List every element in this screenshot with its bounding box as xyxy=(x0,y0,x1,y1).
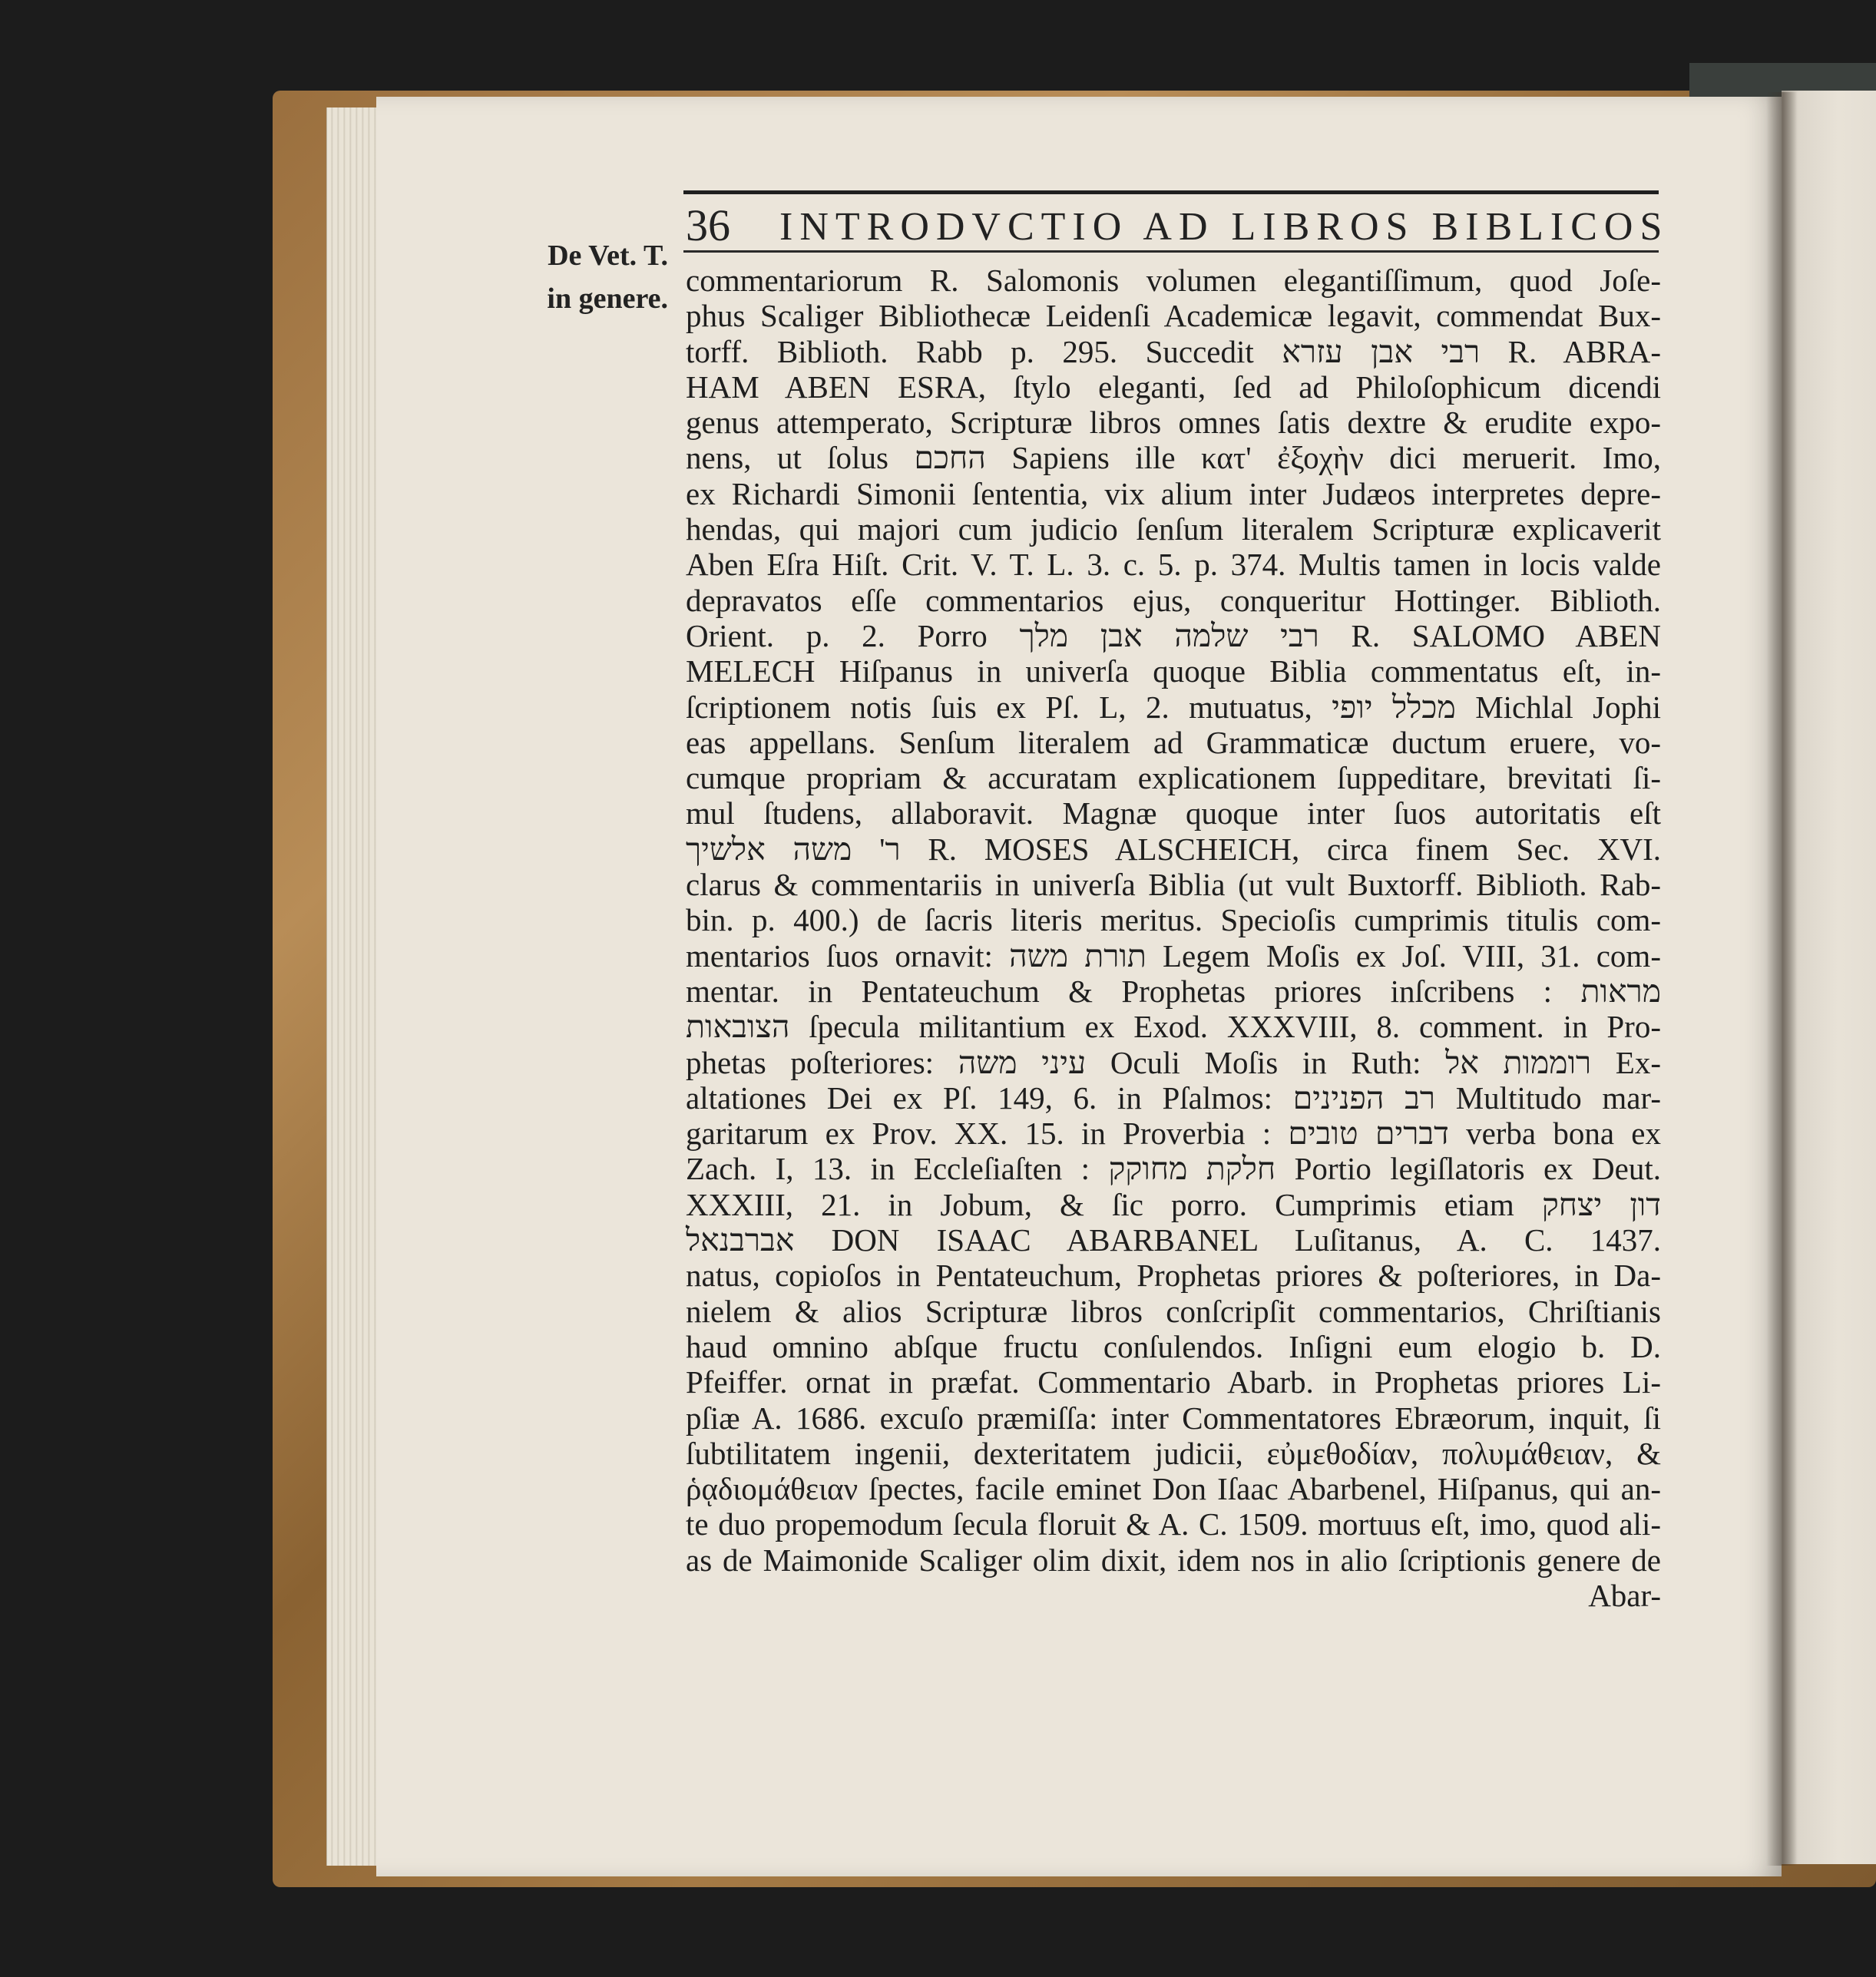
text-line: Orient. p. 2. Porro רבי שלמה אבן מלך R. SALOMO ABEN xyxy=(686,617,1661,653)
text-line: ſcriptionem notis ſuis ex Pſ. L, 2. mutuatus, מכלל יופי Michlal Jophi xyxy=(686,689,1661,725)
text-line: ῥᾳδιομάθειαν ſpectes, facile eminet Don Iſaac Abarbenel, Hiſpanus, qui an- xyxy=(686,1471,1661,1507)
text-line: altationes Dei ex Pſ. 149, 6. in Pſalmos: רב הפנינים Multitudo mar- xyxy=(686,1079,1661,1116)
text-line: garitarum ex Prov. XX. 15. in Proverbia : דברים טובים verba bona ex xyxy=(686,1116,1661,1152)
text-line: eas appellans. Senſum literalem ad Grammaticæ ductum eruere, vo- xyxy=(686,724,1661,760)
text-line: mentarios ſuos ornavit: תורת משה Legem Moſis ex Joſ. VIII, 31. com- xyxy=(686,937,1661,974)
text-line: אברבנאל DON ISAAC ABARBANEL Luſitanus, A. C. 1437. xyxy=(686,1222,1661,1258)
page-number: 36 xyxy=(686,200,730,250)
marginal-note xyxy=(530,234,668,320)
text-line: הצובאות ſpecula militantium ex Exod. XXXVIII, 8. comment. in Pro- xyxy=(686,1009,1661,1045)
text-line: cumque propriam & accuratam explicationem ſuppeditare, brevitati ſi- xyxy=(686,760,1661,796)
text-line: as de Maimonide Scaliger olim dixit, idem nos in alio ſcriptionis genere de xyxy=(686,1542,1661,1578)
text-line: mentar. in Pentateuchum & Prophetas priores inſcribens : מראות xyxy=(686,973,1661,1009)
text-line: pſiæ A. 1686. excuſo præmiſſa: inter Commentatores Ebræorum, inquit, ſi xyxy=(686,1400,1661,1436)
catchword: Abar- xyxy=(1588,1577,1661,1613)
marginal-note-line: in genere. xyxy=(547,283,668,315)
text-line: mul ſtudens, allaboravit. Magnæ quoque inter ſuos autoritatis eſt xyxy=(686,795,1661,831)
text-line: nielem & alios Scripturæ libros conſcripſit commentarios, Chriſtianis xyxy=(686,1293,1661,1329)
running-head: INTRODVCTIO AD LIBROS BIBLICOS xyxy=(779,205,1669,249)
text-line: bin. p. 400.) de ſacris literis meritus. Specioſis cumprimis titulis com- xyxy=(686,902,1661,938)
text-line: depravatos eſſe commentarios ejus, conqueritur Hottinger. Biblioth. xyxy=(686,582,1661,618)
text-line: MELECH Hiſpanus in univerſa quoque Biblia commentatus eſt, in- xyxy=(686,653,1661,689)
text-line: te duo propemodum ſecula floruit & A. C. 1509. mortuus eſt, imo, quod ali- xyxy=(686,1506,1661,1542)
text-line: Pfeiffer. ornat in præfat. Commentario Abarb. in Prophetas priores Li- xyxy=(686,1364,1661,1400)
header-rule-bottom xyxy=(683,250,1659,253)
header-rule-top xyxy=(683,190,1659,194)
text-line: phus Scaliger Bibliothecæ Leidenſi Academicæ legavit, commendat Bux- xyxy=(686,298,1661,334)
text-line: haud omnino abſque fructu conſulendos. Inſigni eum elogio b. D. xyxy=(686,1328,1661,1364)
text-line: genus attemperato, Scripturæ libros omnes ſatis dextre & erudite expo- xyxy=(686,405,1661,441)
text-line: commentariorum R. Salomonis volumen elegantiſſimum, quod Joſe- xyxy=(686,263,1661,298)
text-line: nens, ut ſolus החכם Sapiens ille κατ' ἐξοχὴν dici meruerit. Imo, xyxy=(686,440,1661,476)
text-line: ר' משה אלשיך R. MOSES ALSCHEICH, circa finem Sec. XVI. xyxy=(686,831,1661,867)
text-line: XXXIII, 21. in Jobum, & ſic porro. Cumprimis etiam דון יצחק xyxy=(686,1186,1661,1222)
marginal-note-line: De Vet. T. xyxy=(548,240,668,272)
text-line: clarus & commentariis in univerſa Biblia (ut vult Buxtorff. Biblioth. Rab- xyxy=(686,867,1661,903)
text-line: torff. Biblioth. Rabb p. 295. Succedit רבי אבן עזרא R. ABRA- xyxy=(686,333,1661,369)
body-text xyxy=(686,263,1661,1613)
text-line: Zach. I, 13. in Eccleſiaſten : חלקת מחוקק Portio legiſlatoris ex Deut. xyxy=(686,1151,1661,1187)
text-line: ex Richardi Simonii ſententia, vix alium inter Judæos interpretes depre- xyxy=(686,475,1661,511)
text-line: hendas, qui majori cum judicio ſenſum literalem Scripturæ explicaverit xyxy=(686,511,1661,547)
text-line: HAM ABEN ESRA, ſtylo eleganti, ſed ad Philoſophicum dicendi xyxy=(686,369,1661,405)
text-line: Aben Eſra Hiſt. Crit. V. T. L. 3. c. 5. p. 374. Multis tamen in locis valde xyxy=(686,547,1661,583)
text-line: natus, copioſos in Pentateuchum, Prophetas priores & poſteriores, in Da- xyxy=(686,1258,1661,1294)
page-gutter xyxy=(1766,92,1797,1866)
text-line: ſubtilitatem ingenii, dexteritatem judicii, εὐμεθοδίαν, πολυμάθειαν, & xyxy=(686,1435,1661,1471)
text-line: phetas poſteriores: עיני משה Oculi Moſis in Ruth: רוממות אל Ex- xyxy=(686,1044,1662,1080)
